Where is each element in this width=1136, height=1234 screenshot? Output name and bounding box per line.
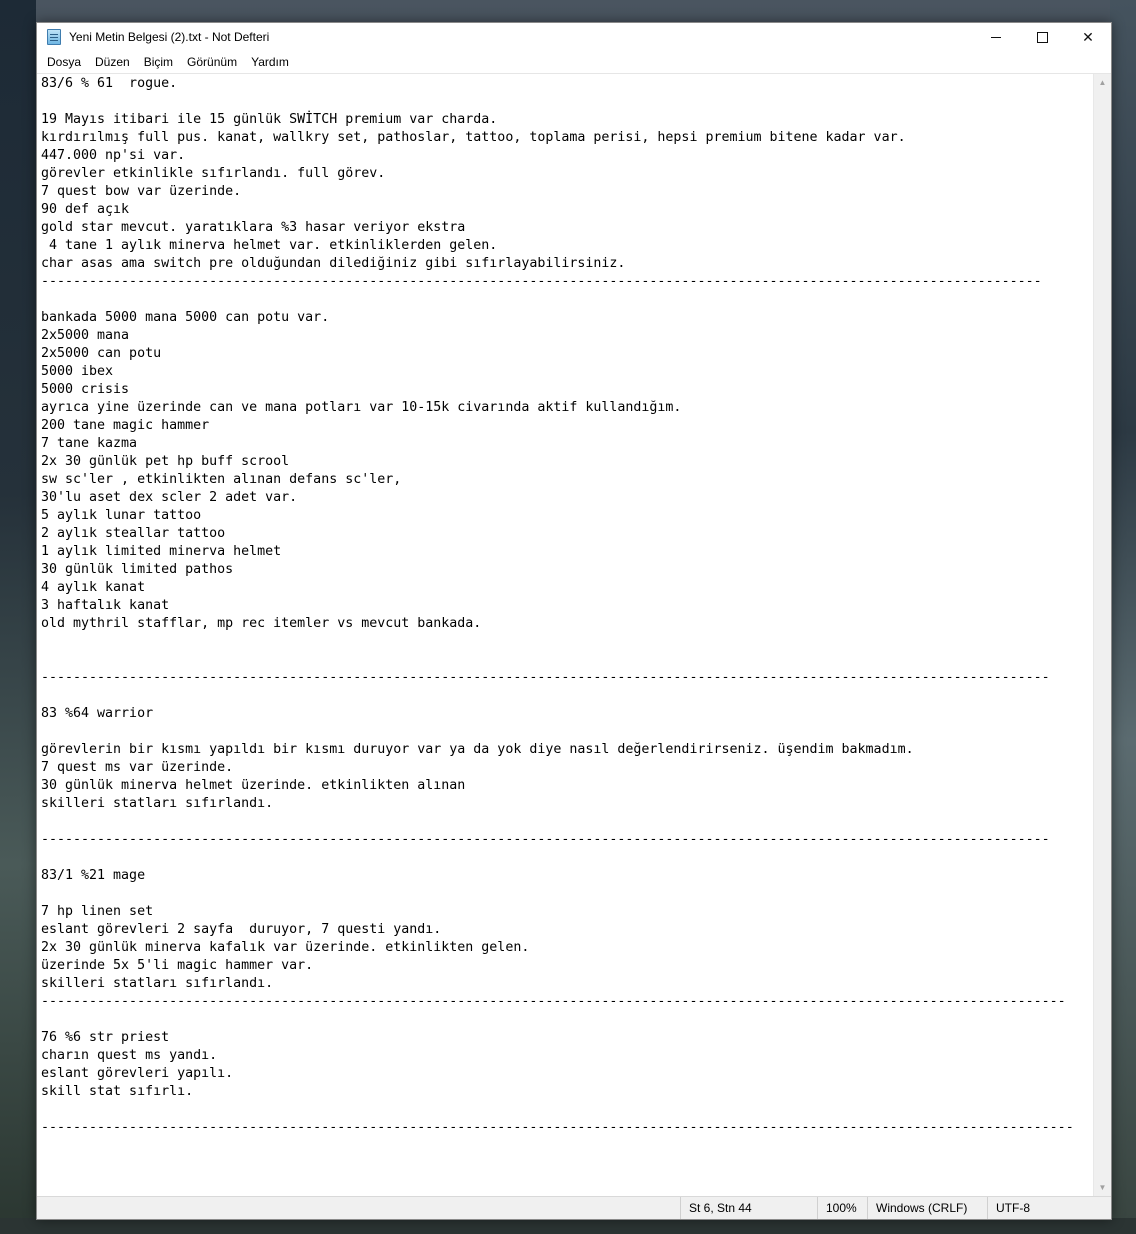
text-line: 30'lu aset dex scler 2 adet var.: [41, 490, 298, 505]
text-line: 2x 30 günlük pet hp buff scrool: [41, 454, 290, 469]
text-line: ayrıca yine üzerinde can ve mana potları var 10-15k civarında aktif kullandığım.: [41, 400, 682, 415]
status-spacer: [37, 1197, 680, 1219]
text-line: ------------------------------------------------------------------------------------------------------------------------------: [41, 832, 1050, 847]
text-editor[interactable]: [41, 75, 1093, 1196]
text-line: [41, 93, 1093, 111]
close-button[interactable]: [1065, 23, 1111, 51]
desktop-background-right: [1110, 0, 1136, 1234]
text-line: 5 aylık lunar tattoo: [41, 508, 202, 523]
text-line: [41, 291, 1093, 309]
text-line: eslant görevleri 2 sayfa duruyor, 7 questi yandı.: [41, 922, 442, 937]
line-ending: Windows (CRLF): [867, 1197, 987, 1219]
maximize-button[interactable]: [1019, 23, 1065, 51]
minimize-icon: [991, 37, 1001, 38]
menu-file[interactable]: Dosya: [47, 55, 82, 69]
text-line: ------------------------------------------------------------------------------------------------------------------------------: [41, 670, 1050, 685]
text-line: 7 quest ms var üzerinde.: [41, 760, 234, 775]
text-line: sw sc'ler , etkinlikten alınan defans sc'ler,: [41, 472, 402, 487]
text-line: [41, 1011, 1093, 1029]
title-bar[interactable]: [37, 23, 1111, 51]
text-line: 5000 crisis: [41, 382, 130, 397]
status-bar: [37, 1196, 1111, 1219]
text-line: [41, 813, 1093, 831]
desktop-background-bottom: [0, 1218, 1136, 1234]
text-line: görevler etkinlikle sıfırlandı. full görev.: [41, 166, 386, 181]
encoding: UTF-8: [987, 1197, 1111, 1219]
window-title: Yeni Metin Belgesi (2).txt - Not Defteri: [69, 30, 270, 44]
text-line: 7 hp linen set: [41, 904, 154, 919]
chevron-up-icon[interactable]: ▲: [1098, 78, 1107, 87]
text-line: gold star mevcut. yaratıklara %3 hasar veriyor ekstra: [41, 220, 466, 235]
text-line: [41, 723, 1093, 741]
menu-format[interactable]: Biçim: [143, 55, 174, 69]
text-line: skilleri statları sıfırlandı.: [41, 796, 274, 811]
maximize-icon: [1037, 32, 1048, 43]
text-line: 4 tane 1 aylık minerva helmet var. etkinliklerden gelen.: [41, 238, 498, 253]
vertical-scrollbar[interactable]: [1093, 74, 1111, 1196]
menu-edit[interactable]: Düzen: [95, 55, 130, 69]
text-line: 2 aylık steallar tattoo: [41, 526, 226, 541]
chevron-down-icon[interactable]: ▼: [1098, 1183, 1107, 1192]
menu-view[interactable]: Görünüm: [187, 55, 238, 69]
text-line: 2x5000 mana: [41, 328, 130, 343]
text-line: 83 %64 warrior: [41, 706, 154, 721]
text-line: ---------------------------------------------------------------------------------------------------------------------------------: [41, 1120, 1074, 1135]
text-line: --------------------------------------------------------------------------------------------------------------------------------: [41, 994, 1066, 1009]
notepad-window: [36, 22, 1112, 1220]
notepad-icon[interactable]: [47, 29, 61, 45]
text-line: 1 aylık limited minerva helmet: [41, 544, 282, 559]
text-line: üzerinde 5x 5'li magic hammer var.: [41, 958, 314, 973]
text-line: 4 aylık kanat: [41, 580, 146, 595]
text-line: -----------------------------------------------------------------------------------------------------------------------------: [41, 274, 1042, 289]
close-icon: ✕: [1082, 28, 1094, 45]
menu-bar: [37, 51, 1111, 73]
desktop-background-left: [0, 0, 36, 1234]
text-line: 83/6 % 61 rogue.: [41, 76, 178, 91]
text-line: 90 def açık: [41, 202, 130, 217]
text-line: 19 Mayıs itibari ile 15 günlük SWİTCH premium var charda.: [41, 112, 498, 127]
text-line: 2x5000 can potu: [41, 346, 162, 361]
text-line: bankada 5000 mana 5000 can potu var.: [41, 310, 330, 325]
text-line: old mythril stafflar, mp rec itemler vs mevcut bankada.: [41, 616, 482, 631]
menu-help[interactable]: Yardım: [251, 55, 289, 69]
text-line: charın quest ms yandı.: [41, 1048, 218, 1063]
text-line: 76 %6 str priest: [41, 1030, 170, 1045]
editor-area: [37, 73, 1111, 1196]
text-line: char asas ama switch pre olduğundan dilediğiniz gibi sıfırlayabilirsiniz.: [41, 256, 626, 271]
text-line: eslant görevleri yapılı.: [41, 1066, 234, 1081]
text-line: 2x 30 günlük minerva kafalık var üzerinde. etkinlikten gelen.: [41, 940, 530, 955]
text-line: kırdırılmış full pus. kanat, wallkry set, pathoslar, tattoo, toplama perisi, hepsi premium bitene kadar var.: [41, 130, 906, 145]
text-line: 30 günlük limited pathos: [41, 562, 234, 577]
zoom-level: 100%: [817, 1197, 867, 1219]
text-line: 3 haftalık kanat: [41, 598, 170, 613]
text-line: skilleri statları sıfırlandı.: [41, 976, 274, 991]
text-line: 30 günlük minerva helmet üzerinde. etkinlikten alınan: [41, 778, 466, 793]
text-line: [41, 687, 1093, 705]
text-line: [41, 1101, 1093, 1119]
minimize-button[interactable]: [973, 23, 1019, 51]
text-line: skill stat sıfırlı.: [41, 1084, 194, 1099]
text-line: [41, 651, 1093, 669]
text-line: [41, 633, 1093, 651]
text-line: 5000 ibex: [41, 364, 114, 379]
text-line: 7 quest bow var üzerinde.: [41, 184, 242, 199]
text-line: 7 tane kazma: [41, 436, 138, 451]
text-line: 83/1 %21 mage: [41, 868, 146, 883]
text-line: 447.000 np'si var.: [41, 148, 186, 163]
text-line: 200 tane magic hammer: [41, 418, 210, 433]
text-line: [41, 849, 1093, 867]
cursor-position: St 6, Stn 44: [680, 1197, 817, 1219]
text-line: görevlerin bir kısmı yapıldı bir kısmı duruyor var ya da yok diye nasıl değerlendirirseniz. üşendim bakmadım.: [41, 742, 914, 757]
text-line: [41, 885, 1093, 903]
